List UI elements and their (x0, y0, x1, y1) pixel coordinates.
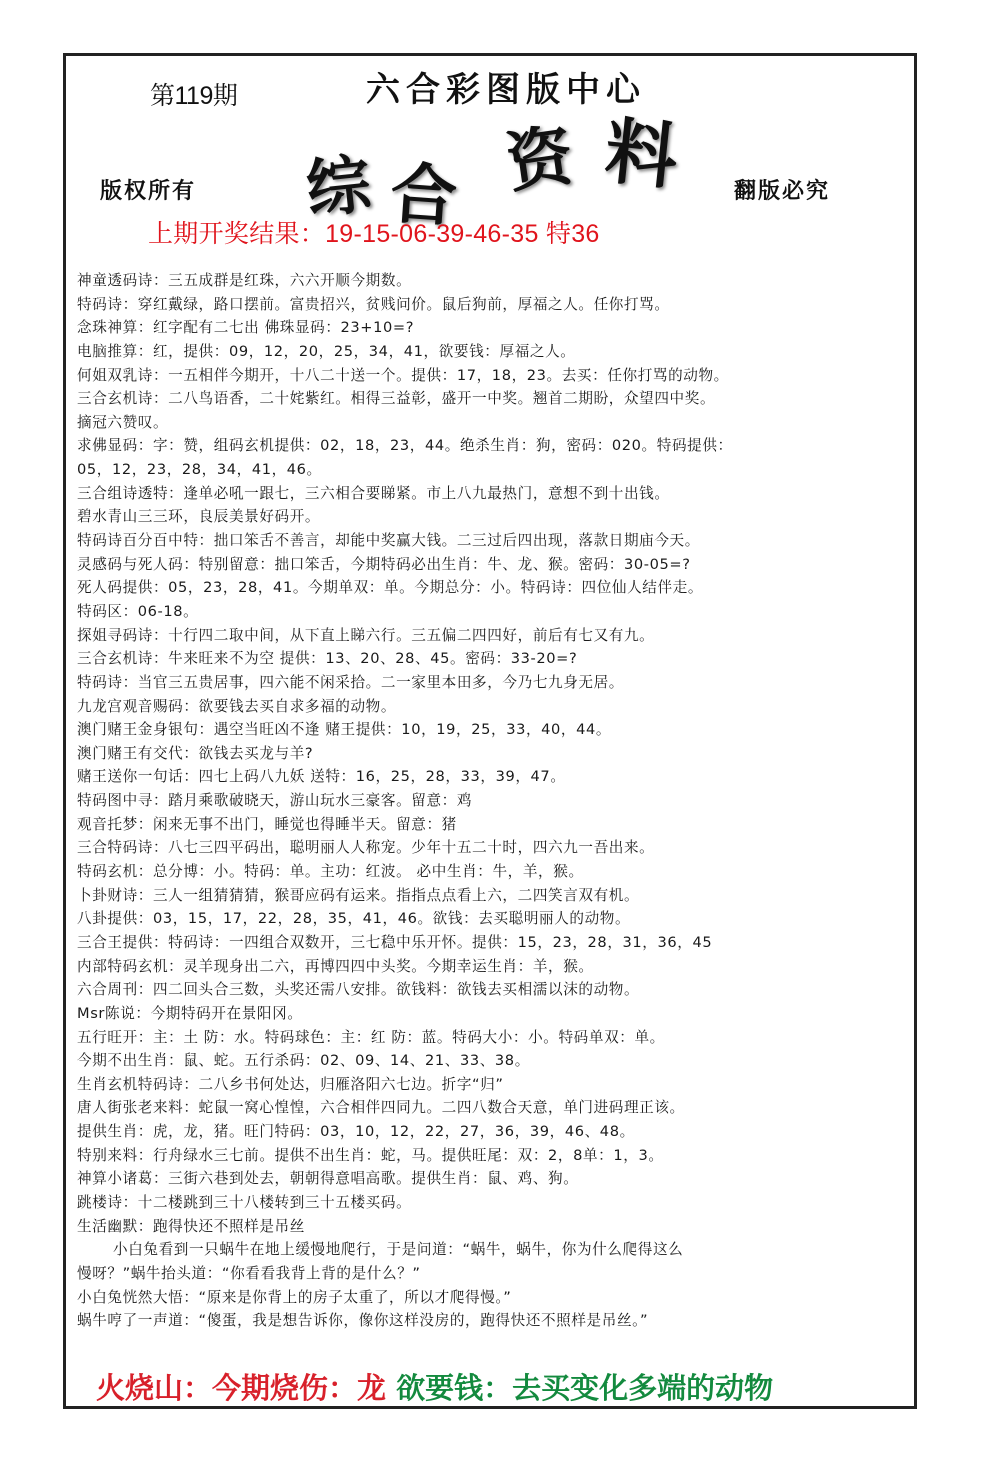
content-line: 死人码提供：05，23，28，41。今期单双：单。今期总分：小。特码诗：四位仙人结伴走。 (77, 579, 704, 597)
content-line: 何姐双乳诗：一五相伴今期开，十八二十送一个。提供：17，18，23。去买：任你打骂的动物。 (77, 366, 729, 384)
content-line: Msr陈说：今期特码开在景阳冈。 (77, 1004, 303, 1022)
content-line: 特码玄机：总分博：小。特码：单。主功：红波。 必中生肖：牛，羊，猴。 (77, 863, 584, 881)
content-line: 跳楼诗：十二楼跳到三十八楼转到三十五楼买码。 (77, 1193, 412, 1211)
content-lines (77, 269, 912, 1333)
big-title-char-2: 合 (387, 153, 460, 237)
content-line: 求佛显码：字：赞，组码玄机提供：02，18，23，44。绝杀生肖：狗，密码：020。特码提供： (77, 437, 733, 455)
content-line: 唐人街张老来料：蛇鼠一窝心惶惶，六合相伴四同九。二四八数合天意，单门进码理正该。 (77, 1099, 685, 1117)
content-line: 探姐寻码诗：十行四二取中间，从下直上睇六行。三五偏二四四好，前后有七又有九。 (77, 626, 655, 644)
content-line: 05，12，23，28，34，41，46。 (77, 461, 322, 479)
big-title-char-1: 综 (302, 146, 375, 229)
content-line: 特码诗：当官三五贵居事，四六能不闲采拾。二一家里本田多，今乃七九身无居。 (77, 673, 624, 691)
big-title-char-3: 资 (501, 115, 578, 203)
footer-green-text: 欲要钱：去买变化多端的动物 (386, 1371, 774, 1405)
footer-banner (96, 1366, 773, 1407)
content-line: 八卦提供：03，15，17，22，28，35，41，46。欲钱：去买聪明丽人的动物。 (77, 910, 631, 928)
last-result: 上期开奖结果：19-15-06-39-46-35 特36 (148, 220, 600, 248)
content-line: 神算小诸葛：三街六巷到处去，朝朝得意唱高歌。提供生肖：鼠、鸡、狗。 (77, 1170, 579, 1188)
story-paragraph-line: 慢呀？”蜗牛抬头道：“你看看我背上背的是什么？” (77, 1264, 421, 1282)
content-line: 三合组诗透特：逢单必吼一跟七，三六相合要睇紧。市上八九最热门，意想不到十出钱。 (77, 484, 670, 502)
content-line: 卜卦财诗：三人一组猜猜猜，猴哥应码有运来。指指点点看上六，二四笑言双有机。 (77, 886, 640, 904)
content-line: 生活幽默：跑得快还不照样是吊丝 (77, 1217, 305, 1235)
story-paragraph-line: 小白兔看到一只蜗牛在地上缓慢地爬行，于是问道：“蜗牛，蜗牛，你为什么爬得这么 (113, 1241, 684, 1259)
big-title-char-4: 料 (601, 107, 682, 200)
content-line: 提供生肖：虎，龙，猪。旺门特码：03，10，12，22，27，36，39，46、48。 (77, 1123, 635, 1141)
content-line: 特码区：06-18。 (77, 602, 199, 620)
content-line: 生肖玄机特码诗：二八乡书何处达，归雁洛阳六七边。折字“归” (77, 1075, 504, 1093)
content-line: 特码图中寻：踏月乘歌破晓天，游山玩水三豪客。留意：鸡 (77, 792, 473, 810)
center-title: 六合彩图版中心 (366, 70, 646, 110)
content-line: 澳门赌王有交代：欲钱去买龙与羊? (77, 744, 314, 762)
copyright-right: 翻版必究 (734, 178, 831, 204)
copyright-left: 版权所有 (100, 178, 197, 204)
content-line: 澳门赌王金身银句：遇空当旺凶不逢 赌王提供：10，19，25，33，40，44。 (77, 721, 612, 739)
content-line: 三合玄机诗：牛来旺来不为空 提供：13、20、28、45。密码：33-20=? (77, 650, 578, 668)
story-paragraph-line: 蜗牛哼了一声道：“傻蛋，我是想告诉你，像你这样没房的，跑得快还不照样是吊丝。” (77, 1312, 649, 1330)
content-line: 内部特码玄机：灵羊现身出二六，再博四四中头奖。今期幸运生肖：羊，猴。 (77, 957, 594, 975)
content-line: 摘冠六赞叹。 (77, 413, 169, 431)
document-frame (63, 53, 917, 1409)
footer-red-text: 火烧山：今期烧伤：龙 (96, 1371, 387, 1405)
content-line: 今期不出生肖：鼠、蛇。五行杀码：02、09、14、21、33、38。 (77, 1052, 530, 1070)
content-line: 三合玄机诗：二八鸟语香，二十姹紫红。相得三益彰，盛开一中奖。翘首二期盼，众望四中奖。 (77, 390, 716, 408)
content-line: 六合周刊：四二回头合三数，头奖还需八安排。欲钱料：欲钱去买相濡以沫的动物。 (77, 981, 640, 999)
content-line: 五行旺开：主：土 防：水。特码球色：主：红 防：蓝。特码大小：小。特码单双：单。 (77, 1028, 665, 1046)
issue-number: 第119期 (150, 82, 238, 110)
content-line: 特码诗：穿红戴绿，路口摆前。富贵招兴，贫贱问价。鼠后狗前，厚福之人。任你打骂。 (77, 295, 670, 313)
content-line: 赌王送你一句话：四七上码八九妖 送特：16，25，28，33，39，47。 (77, 768, 566, 786)
content-line: 神童透码诗：三五成群是红珠，六六开顺今期数。 (77, 272, 412, 289)
content-line: 观音托梦：闲来无事不出门，睡觉也得睡半天。留意：猪 (77, 815, 457, 833)
content-line: 特别来料：行舟绿水三七前。提供不出生肖：蛇，马。提供旺尾：双：2，8单：1，3。 (77, 1146, 664, 1164)
content-line: 三合特码诗：八七三四平码出，聪明丽人人称宠。少年十五二十时，四六九一吾出来。 (77, 839, 655, 857)
content-line: 念珠神算：红字配有二七出 佛珠显码：23+10=? (77, 319, 415, 337)
story-paragraph-line: 小白兔恍然大悟：“原来是你背上的房子太重了，所以才爬得慢。” (77, 1288, 512, 1306)
content-line: 特码诗百分百中特：拙口笨舌不善言，却能中奖赢大钱。二三过后四出现，落款日期庙今天。 (77, 532, 700, 550)
content-line: 九龙宫观音赐码：欲要钱去买自求多福的动物。 (77, 697, 397, 715)
content-line: 三合王提供：特码诗：一四组合双数开，三七稳中乐开怀。提供：15，23，28，31，36，45 (77, 933, 713, 951)
content-line: 灵感码与死人码：特别留意：拙口笨舌，今期特码必出生肖：牛、龙、猴。密码：30-05=? (77, 555, 691, 573)
content-line: 电脑推算：红，提供：09，12，20，25，34，41，欲要钱：厚福之人。 (77, 342, 576, 360)
content-line: 碧水青山三三环，良辰美景好码开。 (77, 508, 321, 526)
